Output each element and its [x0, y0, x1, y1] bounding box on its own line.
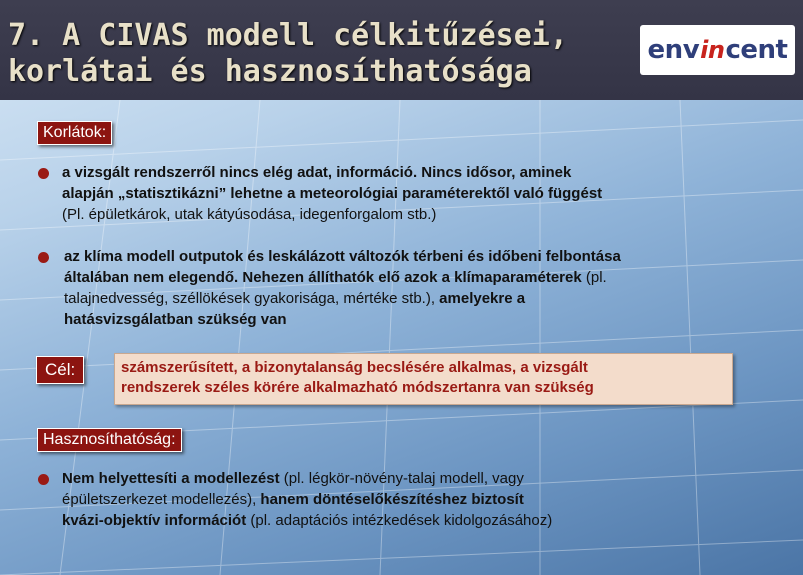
- hasznosithatosag-line-2: [62, 489, 782, 510]
- hasznosithatosag-line-3-normal: (pl. adaptációs intézkedések kidolgozásához): [246, 512, 553, 529]
- hasznosithatosag-line-3-bold: kvázi-objektív információt: [62, 512, 247, 529]
- hasznosithatosag-line-2-normal: épületszerkezet modellezés),: [62, 491, 257, 508]
- logo-text-right: cent: [725, 35, 788, 65]
- hasznosithatosag-line-1-normal: (pl. légkör-növény-talaj modell, vagy: [279, 470, 524, 487]
- korlatok-label: Korlátok:: [37, 121, 112, 145]
- hasznosithatosag-label: Hasznosíthatóság:: [37, 428, 182, 452]
- logo-text-middle: in: [700, 36, 725, 64]
- bullet-icon: [38, 252, 49, 263]
- korlatok-item-1: [62, 162, 762, 225]
- korlatok-item-2-line-3-normal: talajnedvesség, széllökések gyakorisága, mértéke stb.),: [64, 290, 436, 307]
- cel-label: Cél:: [36, 356, 84, 384]
- korlatok-item-2-line-1: az klíma modell outputok és leskálázott változók térbeni és időbeni felbontása: [64, 248, 621, 265]
- cel-line-2: rendszerek széles körére alkalmazható módszertanra van szükség: [121, 379, 594, 396]
- slide-header: [0, 0, 803, 100]
- korlatok-item-2-line-3: [64, 288, 784, 309]
- korlatok-item-2-line-3-bold: amelyekre a: [435, 290, 526, 307]
- korlatok-item-2-line-2-bold: általában nem elegendő. Nehezen állíthatók elő azok a klímaparaméterek: [64, 269, 582, 286]
- envincent-logo: [640, 25, 795, 75]
- bullet-icon: [38, 168, 49, 179]
- korlatok-item-2: [64, 246, 784, 330]
- title-line-2: korlátai és hasznosíthatósága: [8, 54, 532, 89]
- hasznosithatosag-item: [62, 468, 782, 531]
- korlatok-item-2-line-2-normal: (pl.: [581, 269, 607, 286]
- logo-text-left: env: [647, 35, 700, 65]
- cel-text: [121, 358, 731, 398]
- cel-box: [114, 353, 733, 405]
- korlatok-item-2-line-4: hatásvizsgálatban szükség van: [64, 311, 287, 328]
- hasznosithatosag-line-1-bold: Nem helyettesíti a modellezést: [62, 470, 280, 487]
- hasznosithatosag-line-3: [62, 510, 782, 531]
- hasznosithatosag-line-1: [62, 468, 782, 489]
- korlatok-item-1-line-1: a vizsgált rendszerről nincs elég adat, információ. Nincs idősor, aminek: [62, 164, 572, 181]
- korlatok-item-1-line-3: (Pl. épületkárok, utak kátyúsodása, idegenforgalom stb.): [62, 206, 437, 223]
- korlatok-item-1-line-2: alapján „statisztikázni” lehetne a meteorológiai paraméterektől való függést: [62, 185, 603, 202]
- cel-line-1: számszerűsített, a bizonytalanság becslésére alkalmas, a vizsgált: [121, 359, 588, 376]
- bullet-icon: [38, 474, 49, 485]
- hasznosithatosag-line-2-bold: hanem döntéselőkészítéshez biztosít: [256, 491, 524, 508]
- korlatok-item-2-line-2: [64, 267, 784, 288]
- title-line-1: 7. A CIVAS modell célkitűzései,: [8, 18, 568, 53]
- slide-title: [8, 18, 608, 90]
